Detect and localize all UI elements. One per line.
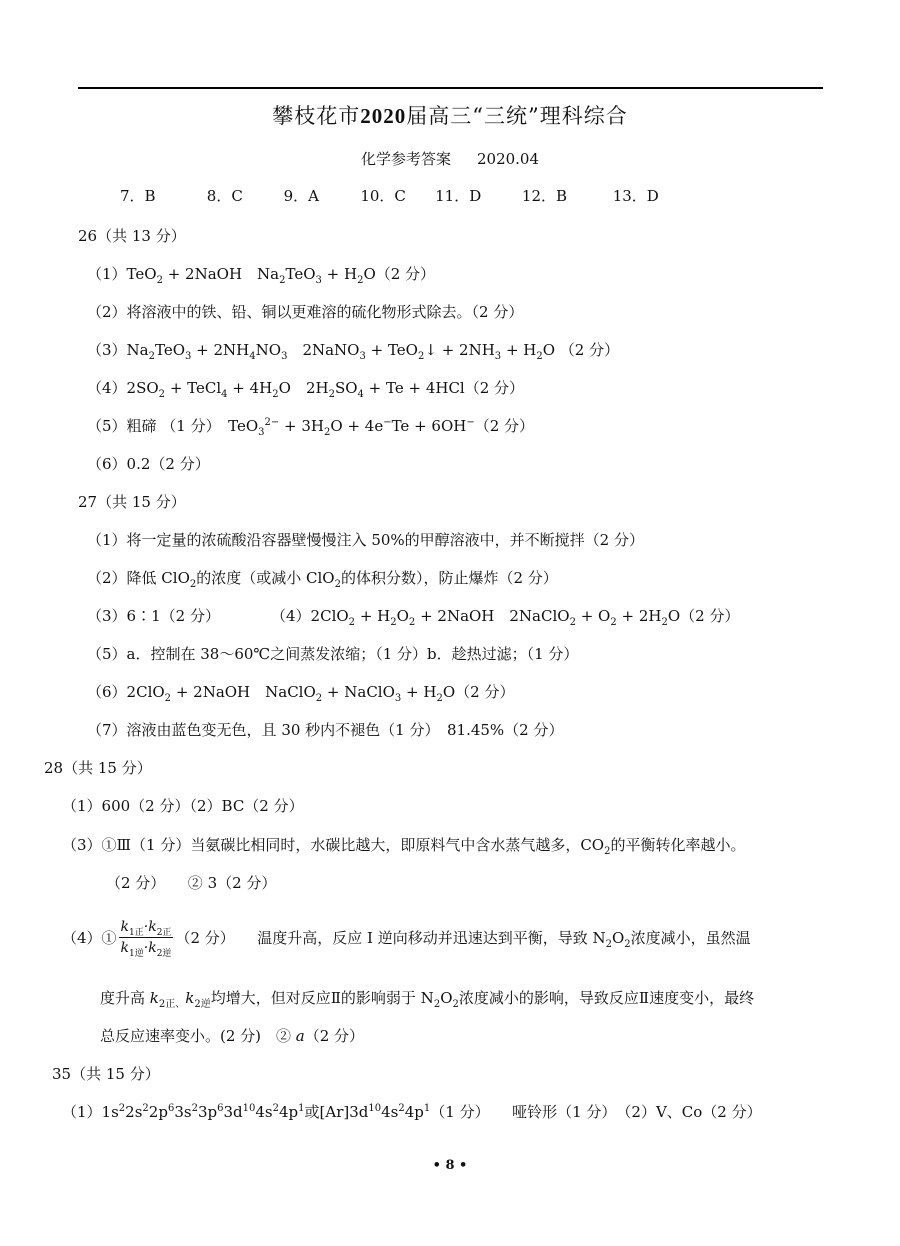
q26-answer-4: $(4)2SO_2$ + TeCl$_4$ + $4H_2O$ $2H_2SO_4 + Te + 4HCl(2$ 分） <box>87 379 525 400</box>
q27-answer-5: （5）a．控制在 38～60℃之间蒸发浓缩；（1 分）b．趁热过滤；（1 分） <box>87 645 579 663</box>
q26-answer-5: （5）粗碲 （1 分） $TeO_3^{2-} + 3H_2O + 4e^-Te + 6OH^-(2$ 分） <box>87 417 535 438</box>
q28-header: 28（共 15 分） <box>44 759 152 777</box>
mc-answer: 7．B <box>120 187 156 205</box>
q35-answer-1: $(1)1s^22s^22p^63s^23p^63d^{10}4s^24p^1$或$[Ar]3d^{10}4s^24p^1(1$ 分） 哑铃形（1 分） （2）V、Co（2 分） <box>62 1103 762 1121</box>
q28-answer-3: （3）①Ⅲ（1 分）当氨碳比相同时，水碳比越大，即原料气中含水蒸气越多，$CO_2$的平衡转化率越小。 <box>62 836 746 857</box>
q27-answer-2: （2）降低 ClO$_2$的浓度（或减小 ClO$_2$的体积分数），防止爆炸（2 分） <box>87 569 558 590</box>
q28-answer-4b: 度升高 $k_{2正、}k_{2逆}$均增大，但对反应Ⅱ的影响弱于 $N_2O_2$浓度减小的影响，导致反应Ⅱ速度变小，最终 <box>100 989 755 1010</box>
top-rule <box>78 87 823 89</box>
mc-answer: 8．C <box>206 187 243 205</box>
q35-header: 35（共 15 分） <box>52 1065 160 1083</box>
q26-answer-2: （2）将溶液中的铁、铅、铜以更难溶的硫化物形式除去。（2 分） <box>87 303 524 321</box>
page-title: 攀枝花市2020届高三“三统”理科综合 <box>272 104 628 128</box>
q27-answer-1: （1）将一定量的浓硫酸沿容器壁慢慢注入 50%的甲醇溶液中，并不断搅拌（2 分） <box>87 531 644 549</box>
mc-answer: 13．D <box>612 187 659 205</box>
mc-answer: 10．C <box>360 187 406 205</box>
q28-answer-4: （4）① $\frac{k_{1正}\cdot k_{2正}}{k_{1逆}\cdot k_{2逆}}$ （2 分） 温度升高，反应 I 逆向移动并迅速达到平衡，导致 $N_2O_2$浓度减小，虽然温 <box>62 918 751 959</box>
q27-answer-6: （6）2ClO$_2$ + 2NaOH NaClO$_2$ + NaClO$_3$ + $H_2O(2$ 分） <box>87 683 515 704</box>
rate-constant-fraction: $\frac{k_{1正}\cdot k_{2正}}{k_{1逆}\cdot k_{2逆}}$ <box>120 918 172 959</box>
q28-answer-3b: （2 分） ② 3（2 分） <box>106 874 277 892</box>
q26-answer-1: （1）TeO$_2$ + 2NaOH $Na_2TeO_3 + H_2O(2$ 分） <box>87 265 436 286</box>
q28-answer-4c: 总反应速率变小。(2 分) ② a（2 分） <box>100 1027 365 1045</box>
mc-answers <box>120 186 659 206</box>
date-label: 2020.04 <box>476 150 540 168</box>
q27-answer-3-4: （3）6∶1（2 分） $(4)2ClO_2 + H_2O_2$ + 2NaOH 2NaClO$_2$ + $O_2 + 2H_2O(2$ 分） <box>87 607 740 628</box>
page-number: • 8 • <box>432 1158 468 1173</box>
q26-answer-6: （6）0.2（2 分） <box>87 455 210 473</box>
mc-answer: 9．A <box>283 187 319 205</box>
mc-answer: 11．D <box>435 187 482 205</box>
q28-answer-1-2: （1）600（2 分）（2）BC（2 分） <box>62 797 304 815</box>
q26-header: 26（共 13 分） <box>78 227 186 245</box>
q27-header: 27（共 15 分） <box>78 493 186 511</box>
mc-answer: 12．B <box>521 187 568 205</box>
q26-answer-3: $(3)Na_2TeO_3 + 2NH_4NO_3$ 2NaNO$_3$ + TeO$_2$↓ + $2NH_3 + H_2O$ （2 分） <box>87 341 620 362</box>
page-subtitle: 化学参考答案 2020.04 <box>360 150 540 168</box>
q27-answer-7: （7）溶液由蓝色变无色，且 30 秒内不褪色（1 分） 81.45%（2 分） <box>87 721 564 739</box>
